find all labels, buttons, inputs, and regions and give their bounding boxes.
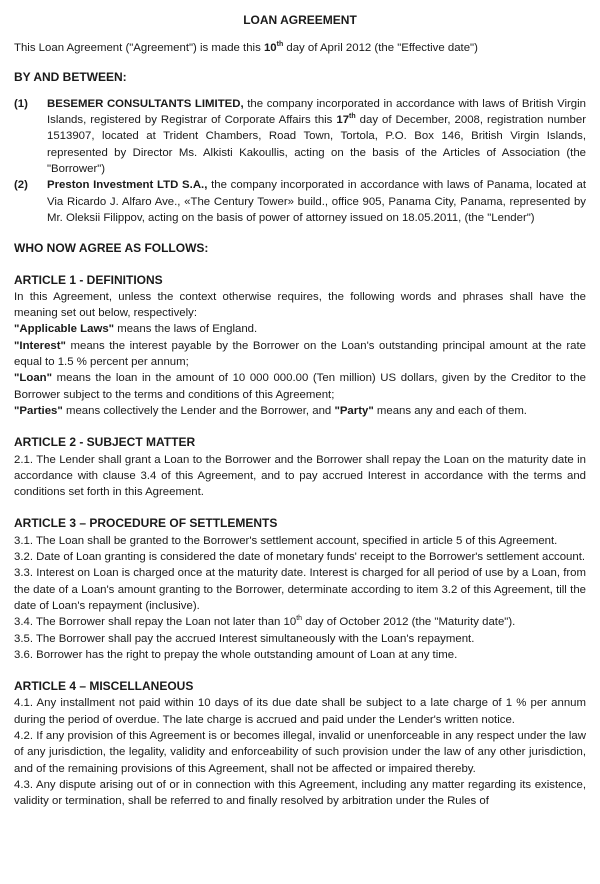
article-1-title: ARTICLE 1 - DEFINITIONS — [14, 272, 163, 287]
maturity-day: 10 — [283, 616, 297, 629]
definition-term: "Applicable Laws" — [14, 323, 115, 336]
definition-loan — [14, 370, 586, 403]
party-1 — [14, 96, 586, 177]
effective-day: 10 — [263, 42, 277, 55]
clause-4-1: 4.1. Any installment not paid within 10 days of its due date shall be subject to a late charge of 1 % per annum during the period of overdue. The late charge is accrued and paid under the Lender's written notice. — [14, 697, 586, 726]
clause-2-1: 2.1. The Lender shall grant a Loan to the Borrower and the Borrower shall repay the Loan on the maturity date in accordance with clause 3.4 of this Agreement, and to pay accrued Interest in accordance with the terms and conditions set forth in this Agreement. — [14, 453, 586, 499]
party-text — [47, 177, 586, 226]
clause-3-2: 3.2. Date of Loan granting is considered the date of monetary funds' receipt to the Borrower's settlement account. — [14, 551, 586, 564]
clause-4-2: 4.2. If any provision of this Agreement is or becomes illegal, invalid or unenforceable in any respect under the law of any jurisdiction, the legality, validity and enforceability of such provision under the law of any other jurisdiction, and of the remaining provisions of this Agreement, shall not be affected or impaired thereby. — [14, 729, 586, 775]
party-description: the company incorporated in accordance with laws of Panama, located at Via Ricardo J. Alfaro Ave., «The Century Tower» build., office 905, Panama City, Panama, represented by Mr. Oleksii Filippov, acting on the basis of power of attorney issued on 18.05.2011, (the "Lender") — [47, 179, 586, 224]
intro-text: This Loan Agreement ("Agreement") is made this — [14, 42, 264, 55]
registration-day: 17 — [336, 114, 350, 127]
definition-term: "Loan" — [14, 372, 53, 385]
definition-text: means the interest payable by the Borrower on the Loan's outstanding principal amount at the rate equal to 1.5 % percent per annum; — [14, 339, 586, 369]
article-3-title: ARTICLE 3 – PROCEDURE OF SETTLEMENTS — [14, 516, 278, 531]
definition-parties — [14, 403, 586, 419]
article-4-title: ARTICLE 4 – MISCELLANEOUS — [14, 679, 194, 694]
article-2-title: ARTICLE 2 - SUBJECT MATTER — [14, 435, 196, 450]
day-suffix: th — [349, 113, 356, 121]
definition-text: means collectively the Lender and the Borrower, and — [62, 404, 335, 417]
party-2 — [14, 177, 586, 226]
definition-text: means the loan in the amount of 10 000 000.00 (Ten million) US dollars, given by the Creditor to the Borrower subject to the terms and conditions of this Agreement; — [14, 372, 586, 401]
party-number: (2) — [14, 179, 28, 192]
intro-text-end: day of April 2012 (the "Effective date") — [283, 42, 478, 55]
clause-4-3: 4.3. Any dispute arising out of or in connection with this Agreement, including any matter regarding its existence, validity or termination, shall be referred to and finally resolved by arbitration under the Rules of — [14, 778, 586, 808]
day-suffix: th — [296, 615, 303, 623]
clause-3-5: 3.5. The Borrower shall pay the accrued Interest simultaneously with the Loan's repayment. — [14, 632, 475, 645]
intro-paragraph — [14, 40, 586, 56]
definition-term: "Party" — [334, 404, 374, 417]
party-number: (1) — [14, 97, 28, 110]
party-name: BESEMER CONSULTANTS LIMITED, — [47, 97, 244, 110]
party-text — [47, 96, 586, 177]
definition-applicable-laws — [14, 321, 586, 337]
by-and-between-heading: BY AND BETWEEN: — [14, 69, 127, 84]
definition-text: means the laws of England. — [114, 323, 258, 336]
definition-term: "Interest" — [14, 339, 66, 352]
party-description-end: day of December, 2008, registration number 1513907, located at Trident Chambers, Road Town, Tortola, P.O. Box 146, British Virgin Islands, represented by Director Ms. Alkisti Kakoullis, acting on the basis of the Articles of Association (the "Borrower") — [47, 114, 586, 176]
clause-text: 3.4. The Borrower shall repay the Loan not later than — [14, 616, 284, 629]
party-name: Preston Investment LTD S.A., — [47, 179, 208, 192]
who-agree-heading: WHO NOW AGREE AS FOLLOWS: — [14, 241, 209, 256]
day-suffix: th — [276, 41, 284, 49]
article-1-intro: In this Agreement, unless the context otherwise requires, the following words and phrases shall have the meaning set out below, respectively: — [14, 290, 586, 320]
definition-interest — [14, 338, 586, 371]
clause-3-3: 3.3. Interest on Loan is charged once at the maturity date. Interest is charged for all period of use by a Loan, from the date of a Loan's amount granting to the Borrower, determinate according to item 3.2 of this Agreement, till the date of Loan's repayment (inclusive). — [14, 567, 586, 612]
clause-3-6: 3.6. Borrower has the right to prepay the whole outstanding amount of Loan at any time. — [14, 648, 458, 661]
clause-3-4 — [14, 614, 586, 630]
party-description: the company incorporated in accordance with laws of British Virgin Islands, registered by Registrar of Corporate Affairs this — [47, 97, 586, 127]
clause-3-1: 3.1. The Loan shall be granted to the Borrower's settlement account, specified in article 5 of this Agreement. — [14, 534, 558, 547]
document-title: LOAN AGREEMENT — [243, 13, 357, 27]
definition-term: "Parties" — [14, 404, 63, 417]
clause-text-end: day of October 2012 (the "Maturity date"). — [302, 616, 516, 629]
definition-text: means any and each of them. — [373, 404, 527, 417]
